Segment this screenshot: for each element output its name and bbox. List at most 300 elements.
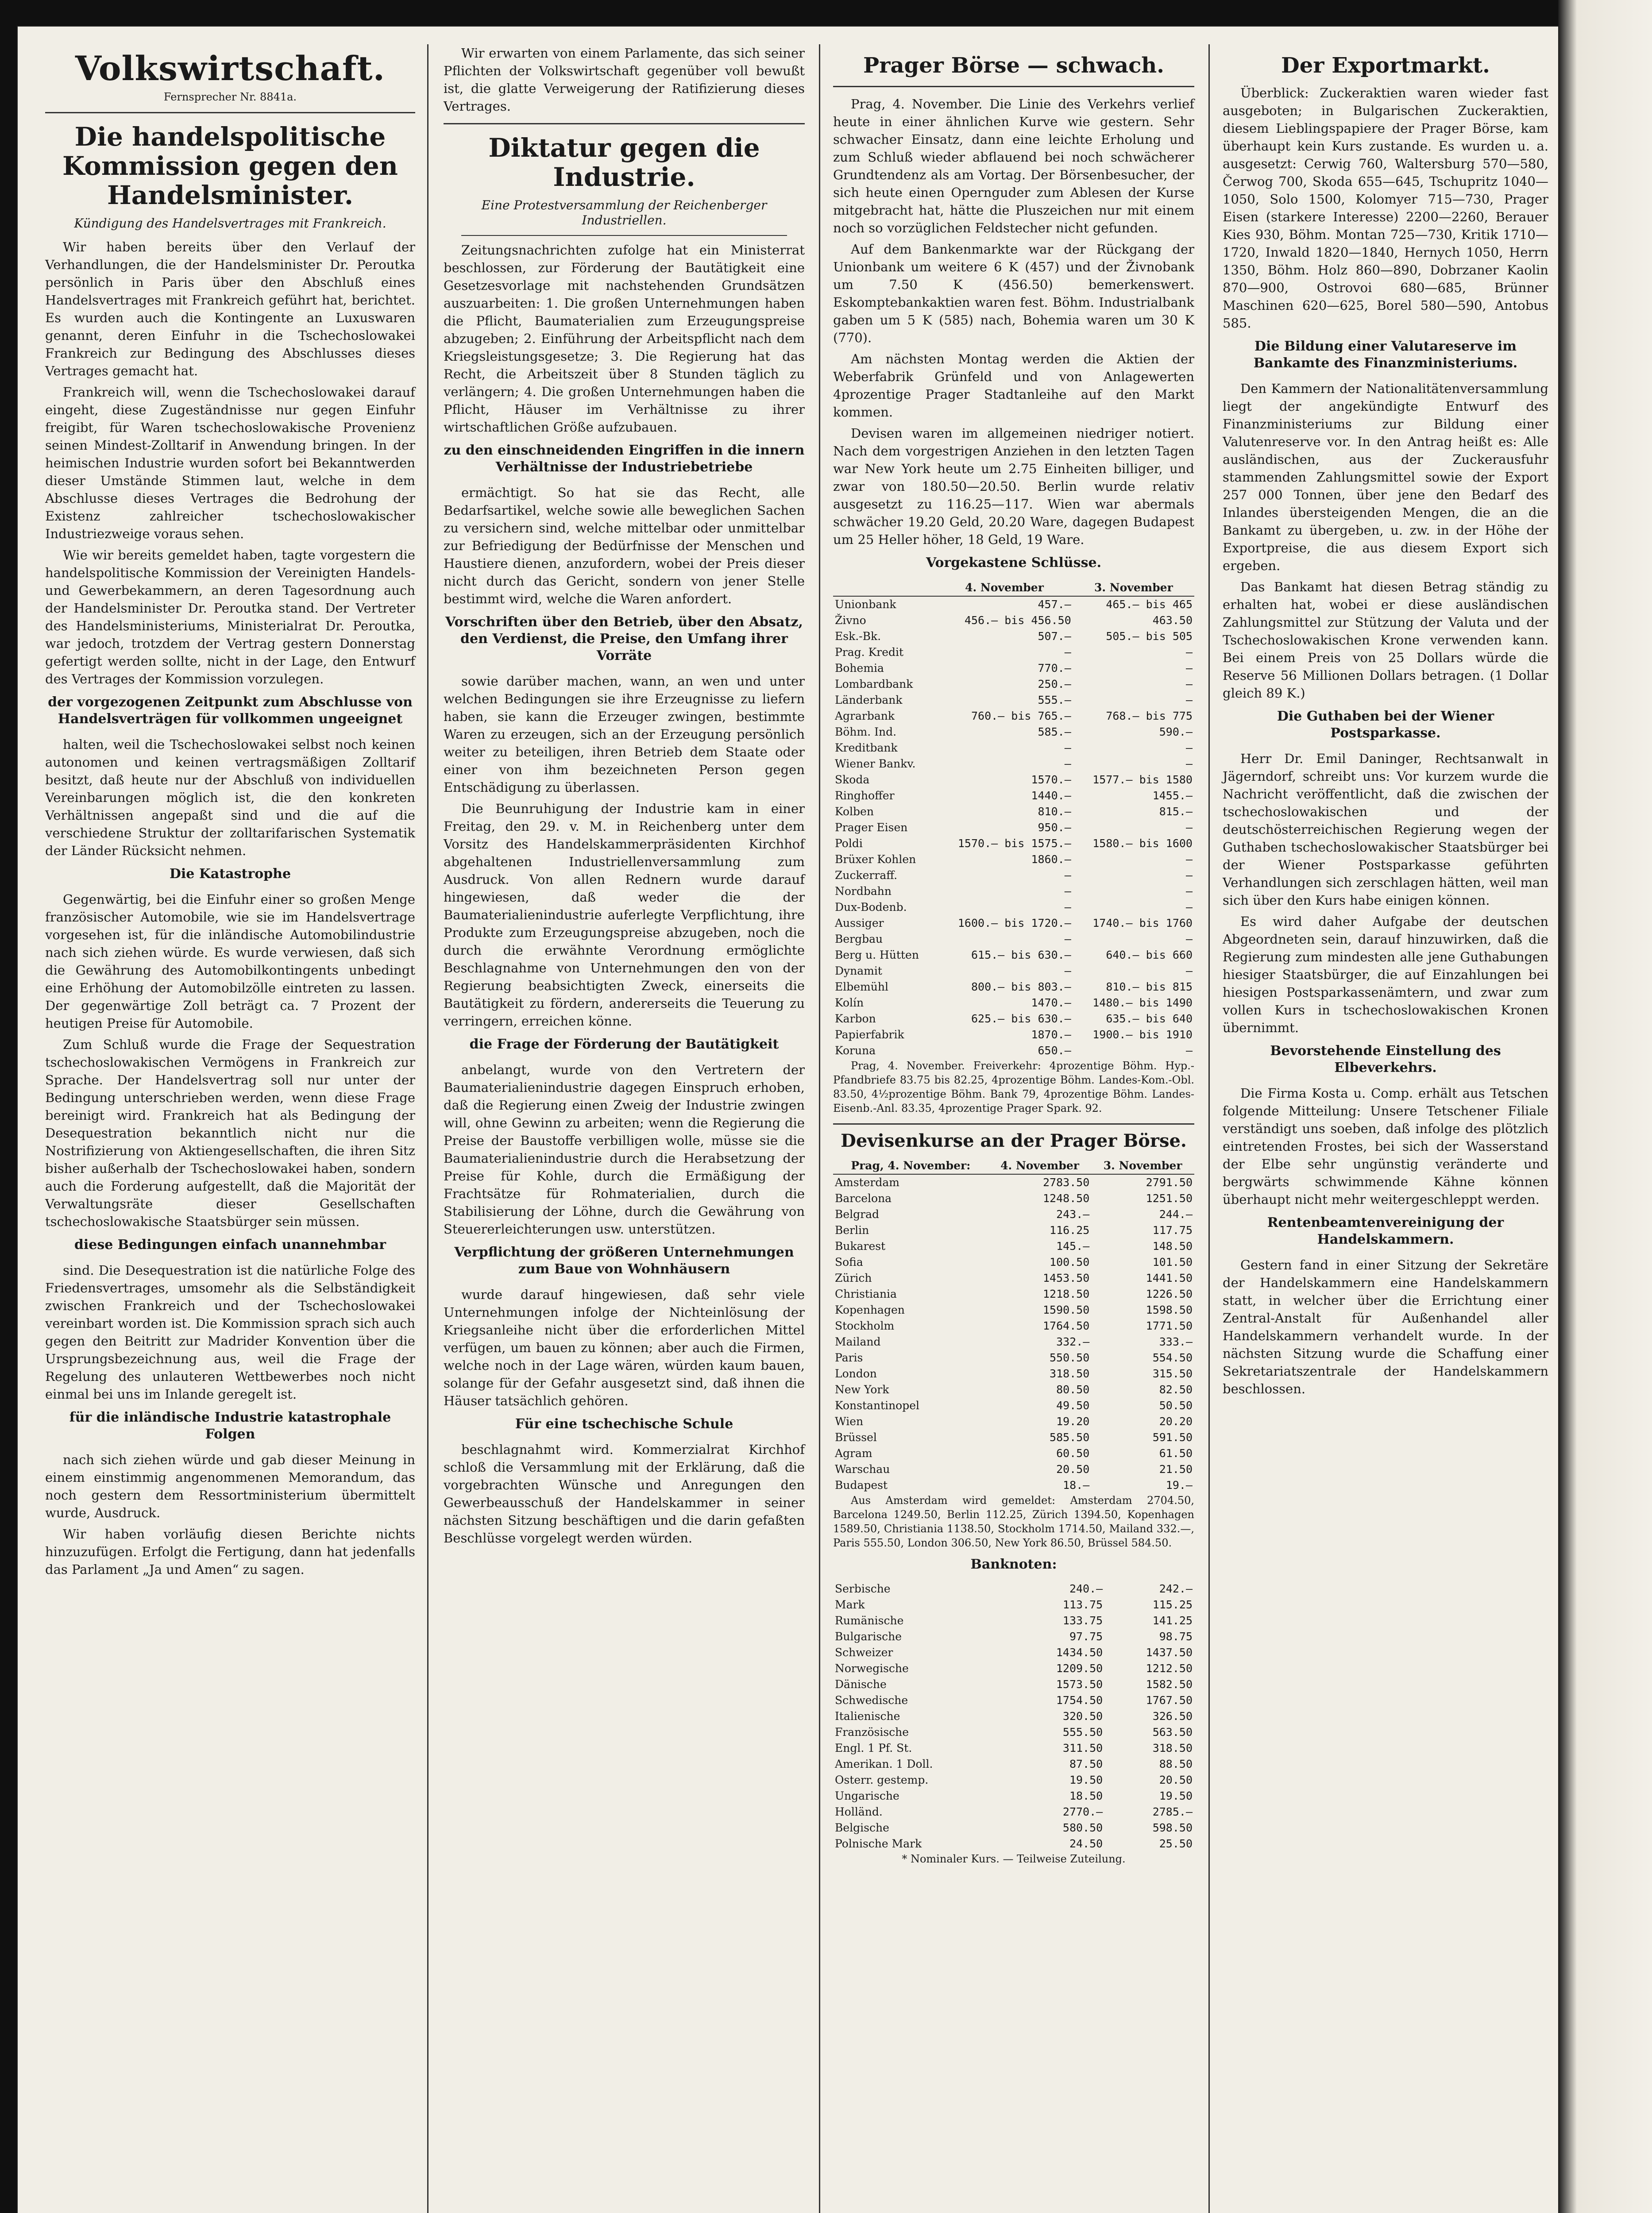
- row-value: 550.50: [1050, 1351, 1090, 1364]
- table-row: [833, 1238, 1194, 1254]
- article-kicker: Kündigung des Handelsvertrages mit Frankreich.: [74, 216, 386, 231]
- row-label: Polnische Mark: [835, 1837, 922, 1850]
- divider: [45, 112, 415, 113]
- row-value: 591.50: [1152, 1431, 1193, 1444]
- table-row: [833, 1270, 1194, 1286]
- table-row: [833, 1446, 1194, 1461]
- table-row: [833, 1661, 1194, 1677]
- row-value: 19.20: [1056, 1415, 1090, 1428]
- row-value: 25.50: [1159, 1837, 1193, 1850]
- scan-edge: [1558, 0, 1652, 2213]
- row-label: Lombardbank: [835, 678, 913, 690]
- subheading: der vorgezogenen Zeitpunkt zum Abschlusse von Handelsverträgen für vollkommen ungeeignet: [48, 694, 413, 727]
- row-label: Berg u. Hütten: [835, 948, 919, 961]
- row-value: 563.50: [1152, 1726, 1193, 1739]
- row-value: 1209.50: [1056, 1662, 1103, 1675]
- paragraph: Wir haben bereits über den Verlauf der Verhandlungen, die der Handelsminister Dr. Peroutka persönlich in Paris über den Abschluß eines Handelsvertrages mit Frankreich geführt hat, berichtet. Es wurden auch die Kontingente an Luxuswaren genannt, deren Einfuhr in die Tschechoslowakei Frankreich zur Bedingung des Abschlusses dieses Vertrages gemacht hat.: [45, 239, 415, 378]
- column-rule: [1208, 44, 1210, 2213]
- table-row: [833, 1011, 1194, 1027]
- row-value: 1455.—: [1152, 789, 1193, 802]
- row-value: 598.50: [1152, 1821, 1193, 1834]
- article-headline: Prager Börse — schwach.: [863, 53, 1164, 78]
- table-header: 4. November: [936, 579, 1073, 596]
- row-value: —: [1185, 821, 1193, 834]
- table-row: [833, 899, 1194, 915]
- table-row: [833, 867, 1194, 883]
- table-row: [833, 1366, 1194, 1382]
- row-value: 2783.50: [1042, 1176, 1090, 1189]
- table-row: [833, 1286, 1194, 1302]
- column-4: [1213, 44, 1558, 2213]
- table-row: [833, 1836, 1194, 1852]
- row-label: Poldi: [835, 837, 863, 850]
- table-row: [833, 1350, 1194, 1366]
- row-value: 18.50: [1069, 1789, 1103, 1802]
- row-value: 20.50: [1159, 1773, 1193, 1786]
- row-value: 82.50: [1159, 1383, 1193, 1396]
- subheading: die Frage der Förderung der Bautätigkeit: [469, 1037, 779, 1052]
- row-value: 640.— bis 660: [1106, 948, 1193, 961]
- row-value: 326.50: [1152, 1710, 1193, 1723]
- row-label: Wiener Bankv.: [835, 757, 916, 770]
- table-row: [833, 692, 1194, 708]
- row-value: —: [1185, 869, 1193, 882]
- row-value: 18.—: [1063, 1479, 1090, 1492]
- row-value: 2791.50: [1146, 1176, 1193, 1189]
- paragraph: sowie darüber machen, wann, an wen und unter welchen Bedingungen sie ihre Erzeugnisse zu liefern haben, sie kann die Erzeuger zwingen, bestimmte Waren zu erzeugen, sich an der Erzeugung persönlich weiter zu beteiligen, ihren Betrieb dem Staate oder einer von ihm bezeichneten Person gegen Entschädigung zu überlassen.: [444, 674, 805, 795]
- table-row: [833, 1318, 1194, 1334]
- row-value: 1248.50: [1042, 1192, 1090, 1205]
- row-value: 1453.50: [1042, 1272, 1090, 1284]
- row-value: 1764.50: [1042, 1319, 1090, 1332]
- table-row: [833, 1222, 1194, 1238]
- row-value: 1767.50: [1146, 1694, 1193, 1707]
- table-title: Banknoten:: [970, 1557, 1057, 1572]
- row-value: 1570.— bis 1575.—: [957, 837, 1071, 850]
- row-label: Dänische: [835, 1678, 887, 1691]
- row-value: 49.50: [1056, 1399, 1090, 1412]
- paragraph: anbelangt, wurde von den Vertretern der Baumaterialienindustrie dagegen Einspruch erhoben, daß die Regierung einen Zweig der Industrie zwingen will, ohne Gewinn zu arbeiten; wenn die Regierung die Preise der Baustoffe verbilligen wolle, müsse sie die Baumaterialienindustrie durch die Herabsetzung der Preise für Kohle, durch die Ermäßigung der Frachtsätze für Rohmaterialien, durch die Stabilisierung der Löhne, durch die Gewährung von Steuererleichterungen usw. unterstützen.: [444, 1062, 805, 1237]
- row-label: Italienische: [835, 1710, 900, 1723]
- row-label: Stockholm: [835, 1319, 895, 1332]
- table-row: [833, 1629, 1194, 1645]
- row-label: Schwedische: [835, 1694, 908, 1707]
- row-value: 1754.50: [1056, 1694, 1103, 1707]
- row-label: Wien: [835, 1415, 864, 1428]
- row-value: 555.—: [1038, 694, 1071, 706]
- row-label: Paris: [835, 1351, 863, 1364]
- row-value: 815.—: [1159, 805, 1193, 818]
- row-value: 2785.—: [1152, 1805, 1193, 1818]
- row-value: —: [1185, 646, 1193, 659]
- row-value: —: [1064, 646, 1071, 659]
- table-row: [833, 883, 1194, 899]
- article-headline: Der Exportmarkt.: [1281, 53, 1490, 78]
- table-row: [833, 1382, 1194, 1398]
- row-value: 1434.50: [1056, 1646, 1103, 1659]
- row-value: 116.25: [1050, 1224, 1090, 1237]
- table-header: Prag, 4. November:: [833, 1157, 988, 1174]
- row-label: Christiania: [835, 1288, 897, 1300]
- subheading: diese Bedingungen einfach unannehmbar: [74, 1237, 386, 1253]
- table-row: [833, 820, 1194, 836]
- table-row: [833, 1477, 1194, 1493]
- paragraph: Wir erwarten von einem Parlamente, das sich seiner Pflichten der Volkswirtschaft gegenüber voll bewußt ist, die glatte Verweigerung der Ratifizierung dieses Vertrages.: [444, 46, 805, 114]
- row-value: 1251.50: [1146, 1192, 1193, 1205]
- table-header: 3. November: [1073, 579, 1194, 596]
- subheading: Die Guthaben bei der Wiener Postsparkasse.: [1277, 709, 1494, 741]
- row-value: 585.—: [1038, 725, 1071, 738]
- table-row: [833, 708, 1194, 724]
- section-masthead: Volkswirtschaft.: [75, 49, 386, 88]
- row-label: Böhm. Ind.: [835, 725, 897, 738]
- paragraph: Herr Dr. Emil Daninger, Rechtsanwalt in Jägerndorf, schreibt uns: Vor kurzem wurde die Nachricht veröffentlicht, daß die zwischen der tschechoslowakischen und der deutschösterreichischen Regierung wegen der Guthaben tschechoslowakischer Staatsbürger bei der Wiener Postsparkasse geführten Verhandlungen sich zerschlagen hätten, weil man sich über den Kurs habe einigen können.: [1223, 751, 1548, 908]
- paragraph: Überblick: Zuckeraktien waren wieder fast ausgeboten; in Bulgarischen Zuckeraktien, diesem Lieblingspapiere der Prager Börse, kam überhaupt kein Kurs zustande. Es wurden u. a. ausgesetzt: Cerwig 760, Waltersburg 570—580, Čerwog 700, Skoda 655—645, Tschupritz 1040—1050, Solo 1500, Kolomyer 715—730, Prager Eisen (starkere Interesse) 2200—2260, Berauer Kies 930, Böhm. Montan 725—730, Kritik 1710—1720, Inwald 1820—1840, Hernych 1050, Herrn 1350, Böhm. Holz 860—890, Dobrzaner Kaolin 870—900, Ostrovoi 680—685, Brünner Maschinen 620—625, Borel 580—590, Antobus 585.: [1223, 85, 1548, 331]
- row-value: 555.50: [1062, 1726, 1103, 1739]
- row-value: 20.50: [1056, 1463, 1090, 1476]
- row-label: Amerikan. 1 Doll.: [835, 1758, 933, 1770]
- row-value: 61.50: [1159, 1447, 1193, 1460]
- row-label: Koruna: [835, 1044, 876, 1057]
- table-row: [833, 660, 1194, 676]
- row-value: 507.—: [1038, 630, 1071, 643]
- row-value: 457.—: [1038, 598, 1071, 611]
- row-label: Mailand: [835, 1335, 881, 1348]
- table-row: [833, 852, 1194, 867]
- column-3: [823, 44, 1204, 2213]
- row-value: 1226.50: [1146, 1288, 1193, 1300]
- row-value: 318.50: [1152, 1742, 1193, 1754]
- row-value: —: [1185, 757, 1193, 770]
- row-value: —: [1185, 662, 1193, 675]
- row-label: Unionbank: [835, 598, 896, 611]
- row-value: 311.50: [1062, 1742, 1103, 1754]
- subheading: Rentenbeamtenvereinigung der Handelskammern.: [1267, 1215, 1504, 1247]
- row-value: 19.—: [1166, 1479, 1193, 1492]
- table-row: [833, 1724, 1194, 1740]
- table-row: [833, 1334, 1194, 1350]
- paragraph: sind. Die Desequestration ist die natürliche Folge des Friedensvertrages, umsomehr als die Selbständigkeit zwischen Frankreich und der Tschechoslowakei vereinbart worden ist. Die Kommission sprach sich auch gegen den Beitritt zur Madrider Konvention über die Ursprungsbezeichnung aus, weil die Frage der Regelung des unlauteren Wettbewerbes noch nicht einmal bei uns im Inlande geregelt ist.: [45, 1263, 415, 1402]
- row-value: 88.50: [1159, 1758, 1193, 1770]
- table-title: Devisenkurse an der Prager Börse.: [841, 1130, 1187, 1151]
- newspaper-page: [18, 27, 1558, 2213]
- article-headline: Diktatur gegen die Industrie.: [488, 133, 760, 192]
- table-row: [833, 1804, 1194, 1820]
- row-label: Osterr. gestemp.: [835, 1773, 929, 1786]
- row-label: Holländ.: [835, 1805, 883, 1818]
- row-value: 505.— bis 505: [1106, 630, 1193, 643]
- row-value: 1212.50: [1146, 1662, 1193, 1675]
- row-value: —: [1185, 678, 1193, 690]
- paragraph: Den Kammern der Nationalitätenversammlung liegt der angekündigte Entwurf des Finanzministeriums zur Bildung einer Valutenreserve vor. In den Antrag heißt es: Alle ausländischen, aus der Zuckerausfuhr stammenden Zahlungsmittel sowie der Export 257 000 Tonnen, über jene den Bedarf des Inlandes übersteigenden Mengen, die an die Bankamt zu übergeben, u. zw. in der Höhe der Exportpreise, die aus diesem Export sich ergeben.: [1223, 381, 1548, 573]
- row-label: Kopenhagen: [835, 1303, 905, 1316]
- row-value: 1577.— bis 1580: [1092, 773, 1193, 786]
- table-row: [833, 836, 1194, 852]
- row-value: 554.50: [1152, 1351, 1193, 1364]
- row-label: Brüssel: [835, 1431, 877, 1444]
- row-value: 580.50: [1062, 1821, 1103, 1834]
- row-value: —: [1185, 741, 1193, 754]
- paragraph: Die Beunruhigung der Industrie kam in einer Freitag, den 29. v. M. in Reichenberg unter dem Vorsitz des Handelskammerpräsidenten Kirchhof abgehaltenen Industriellenversammlung zum Ausdruck. Von allen Rednern wurde darauf hingewiesen, daß weder die der Baumaterialienindustrie auferlegte Verpflichtung, ihre Produkte zum Erzeugungspreise abzugeben, noch die durch die erwähnte Verordnung ermöglichte Beschlagnahme von Unternehmungen den von der Regierung beabsichtigten Zweck, einerseits die Bautätigkeit zu fördern, andererseits die Teuerung zu verringern, erreichen könne.: [444, 801, 805, 1029]
- row-value: 60.50: [1056, 1447, 1090, 1460]
- row-value: 1771.50: [1146, 1319, 1193, 1332]
- table-row: [833, 1398, 1194, 1414]
- row-value: 463.50: [1152, 614, 1193, 627]
- table-row: [833, 931, 1194, 947]
- row-value: 332.—: [1056, 1335, 1090, 1348]
- row-value: 240.—: [1069, 1582, 1103, 1595]
- row-value: 145.—: [1056, 1240, 1090, 1253]
- subheading: Für eine tschechische Schule: [515, 1416, 733, 1432]
- table-row: [833, 1597, 1194, 1613]
- table-row: [833, 644, 1194, 660]
- row-label: Französische: [835, 1726, 909, 1739]
- row-label: Brüxer Kohlen: [835, 853, 916, 866]
- row-value: 242.—: [1159, 1582, 1193, 1595]
- row-value: 20.20: [1159, 1415, 1193, 1428]
- row-label: Živno: [835, 614, 866, 627]
- paragraph: Wir haben vorläufig diesen Berichte nichts hinzuzufügen. Erfolgt die Fertigung, dann hat jedenfalls das Parlament „Ja und Amen“ zu sagen.: [45, 1527, 415, 1577]
- row-value: 100.50: [1050, 1256, 1090, 1268]
- row-value: 635.— bis 640: [1106, 1012, 1193, 1025]
- subheading: Verpflichtung der größeren Unternehmungen zum Baue von Wohnhäusern: [454, 1245, 794, 1277]
- divider: [444, 123, 805, 124]
- table-row: [833, 1645, 1194, 1661]
- table-row: [833, 1430, 1194, 1446]
- table-header: 3. November: [1091, 1157, 1194, 1174]
- row-label: Agrarbank: [835, 709, 895, 722]
- row-value: —: [1185, 964, 1193, 977]
- row-value: —: [1064, 869, 1071, 882]
- row-value: 101.50: [1152, 1256, 1193, 1268]
- row-value: 243.—: [1056, 1208, 1090, 1221]
- row-label: Serbische: [835, 1582, 891, 1595]
- table-row: [833, 915, 1194, 931]
- row-label: Bohemia: [835, 662, 884, 675]
- table-row: [833, 613, 1194, 628]
- row-label: Sofia: [835, 1256, 863, 1268]
- row-value: 590.—: [1159, 725, 1193, 738]
- row-value: 650.—: [1038, 1044, 1071, 1057]
- row-value: —: [1064, 964, 1071, 977]
- row-value: 24.50: [1069, 1837, 1103, 1850]
- row-value: —: [1064, 933, 1071, 945]
- row-label: Belgische: [835, 1821, 889, 1834]
- row-label: Aussiger: [835, 917, 884, 929]
- row-value: 315.50: [1152, 1367, 1193, 1380]
- table-row: [833, 1191, 1194, 1207]
- table-row: [833, 596, 1194, 613]
- row-value: 1860.—: [1031, 853, 1071, 866]
- row-value: 1437.50: [1146, 1646, 1193, 1659]
- row-value: 19.50: [1069, 1773, 1103, 1786]
- row-label: Bulgarische: [835, 1630, 902, 1643]
- row-value: —: [1185, 853, 1193, 866]
- table-row: [833, 963, 1194, 979]
- table-row: [833, 756, 1194, 772]
- table-row: [833, 1027, 1194, 1043]
- row-value: 148.50: [1152, 1240, 1193, 1253]
- paragraph: ermächtigt. So hat sie das Recht, alle Bedarfsartikel, welche sowie alle beweglichen Sachen zu versichern sind, welche mittelbar oder unmittelbar zur Befriedigung der Bedürfnisse der Menschen und Haustiere dienen, anzufordern, wobei der Preis dieser nicht durch das Gericht, sondern von jener Stelle bestimmt wird, welche die Waren anfordert.: [444, 485, 805, 606]
- table-row: [833, 1820, 1194, 1836]
- row-label: Zürich: [835, 1272, 872, 1284]
- row-value: 50.50: [1159, 1399, 1193, 1412]
- row-value: 1440.—: [1031, 789, 1071, 802]
- row-value: 113.75: [1062, 1598, 1103, 1611]
- row-label: Prager Eisen: [835, 821, 908, 834]
- subheading: für die inländische Industrie katastrophale Folgen: [69, 1410, 391, 1442]
- subheading: Bevorstehende Einstellung des Elbeverkehrs.: [1270, 1043, 1501, 1076]
- table-header: 4. November: [988, 1157, 1092, 1174]
- column-2: [434, 44, 814, 2213]
- paragraph: Gegenwärtig, bei die Einfuhr einer so großen Menge französischer Automobile, wie sie im Handelsvertrage vorgesehen ist, für die inländische Automobilindustrie nach sich ziehen würde. Es wurde verwiesen, daß sich die Gewährung des Automobilkontingents unbedingt eine Erhöhung der Automobilzölle eintreten zu lassen. Der gegenwärtige Zoll beträgt ca. 7 Prozent der heutigen Preise für Automobile.: [45, 892, 415, 1031]
- row-label: Amsterdam: [835, 1176, 899, 1189]
- currency-rates-table: [833, 1157, 1194, 1493]
- table-row: [833, 1174, 1194, 1191]
- row-value: 1218.50: [1042, 1288, 1090, 1300]
- subheading: Die Bildung einer Valutareserve im Bankamte des Finanzministeriums.: [1253, 339, 1518, 371]
- row-label: Elbemühl: [835, 980, 888, 993]
- row-value: 1590.50: [1042, 1303, 1090, 1316]
- row-value: 141.25: [1152, 1614, 1193, 1627]
- row-value: 133.75: [1062, 1614, 1103, 1627]
- table-header: [833, 579, 936, 596]
- row-label: Konstantinopel: [835, 1399, 920, 1412]
- table-row: [833, 1756, 1194, 1772]
- table-row: [833, 1740, 1194, 1756]
- row-value: 1570.—: [1031, 773, 1071, 786]
- table-row: [833, 772, 1194, 788]
- row-value: 1900.— bis 1910: [1092, 1028, 1193, 1041]
- row-label: Warschau: [835, 1463, 890, 1476]
- table-row: [833, 804, 1194, 820]
- divider: [461, 235, 787, 236]
- paragraph: Prag, 4. November. Die Linie des Verkehrs verlief heute in einer ähnlichen Kurve wie gestern. Sehr schwacher Einsatz, dann eine leichte Erholung und zum Schluß wieder abflauend bei noch schwächerer Grundtendenz als am Vortag. Der Börsenbesucher, der sich heute einen Opernguder zum Ablesen der Kurse mitgebracht hat, hätte die Pluszeichen nur mit einem noch so vorzüglichen Feldstecher nicht gefunden.: [833, 96, 1194, 235]
- table-row: [833, 1581, 1194, 1597]
- row-label: Esk.-Bk.: [835, 630, 881, 643]
- row-value: 80.50: [1056, 1383, 1090, 1396]
- paragraph: beschlagnahmt wird. Kommerzialrat Kirchhof schloß die Versammlung mit der Erklärung, daß die vorgebrachten Wünsche und Anregungen den Gewerbeausschuß der Handelskammer in seiner nächsten Sitzung beschäftigen und die darin gefaßten Beschlüsse vorgelegt werden würden.: [444, 1442, 805, 1546]
- row-value: 1580.— bis 1600: [1092, 837, 1193, 850]
- row-value: 1441.50: [1146, 1272, 1193, 1284]
- row-value: 1582.50: [1146, 1678, 1193, 1691]
- row-value: 1470.—: [1031, 996, 1071, 1009]
- row-label: Engl. 1 Pf. St.: [835, 1742, 912, 1754]
- row-label: Kolín: [835, 996, 864, 1009]
- row-label: Dynamit: [835, 964, 882, 977]
- subheading: Vorschriften über den Betrieb, über den Absatz, den Verdienst, die Preise, den Umfang ihrer Vorräte: [445, 614, 803, 663]
- row-value: 1870.—: [1031, 1028, 1071, 1041]
- row-label: Belgrad: [835, 1208, 880, 1221]
- table-row: [833, 1254, 1194, 1270]
- table-row: [833, 1043, 1194, 1059]
- masthead-sub: Fernsprecher Nr. 8841a.: [163, 91, 297, 103]
- paragraph: Auf dem Bankenmarkte war der Rückgang der Unionbank um weitere 6 K (457) und der Živnobank um 7.50 K (456.50) bemerkenswert. Eskomptebankaktien waren fest. Böhm. Industrialbank gaben um 5 K (585) nach, Bohemia waren um 30 K (770).: [833, 242, 1194, 345]
- row-value: 465.— bis 465: [1106, 598, 1193, 611]
- row-label: Ringhoffer: [835, 789, 895, 802]
- row-label: Papierfabrik: [835, 1028, 904, 1041]
- row-value: 800.— bis 803.—: [971, 980, 1071, 993]
- column-1: [35, 44, 425, 2213]
- row-value: 250.—: [1038, 678, 1071, 690]
- row-label: Länderbank: [835, 694, 903, 706]
- row-value: 98.75: [1159, 1630, 1193, 1643]
- row-value: 1600.— bis 1720.—: [957, 917, 1071, 929]
- row-value: 1740.— bis 1760: [1092, 917, 1193, 929]
- table-row: [833, 1414, 1194, 1430]
- row-label: Karbon: [835, 1012, 876, 1025]
- row-value: 585.50: [1050, 1431, 1090, 1444]
- row-label: Norwegische: [835, 1662, 909, 1675]
- row-value: 115.25: [1152, 1598, 1193, 1611]
- row-value: —: [1064, 901, 1071, 914]
- row-label: Ungarische: [835, 1789, 899, 1802]
- paragraph: Aus Amsterdam wird gemeldet: Amsterdam 2704.50, Barcelona 1249.50, Berlin 112.25, Zürich 1394.50, Kopenhagen 1589.50, Christiania 1138.50, Stockholm 1714.50, Mailand 332.—, Paris 555.50, London 306.50, New York 86.50, Brüssel 584.50.: [833, 1494, 1194, 1549]
- paragraph: halten, weil die Tschechoslowakei selbst noch keinen autonomen und keinen vertragsmäßigen Zolltarif besitzt, daß heute nur der Abschluß von individuellen Vereinbarungen möglich ist, die den konkreten Verhältnissen angepaßt sind und die auf die verschiedene Struktur der zolltarifarischen Systematik der Länder Rücksicht nehmen.: [45, 737, 415, 858]
- row-value: 456.— bis 456.50: [964, 614, 1071, 627]
- closing-prices-table: [833, 579, 1194, 1059]
- table-row: [833, 676, 1194, 692]
- paragraph: Es wird daher Aufgabe der deutschen Abgeordneten sein, darauf hinzuwirken, daß die Regierung zum mindesten alle jene Guthabungen hiesiger Staatsbürger, die auf Einzahlungen bei hiesigen Postsparkassenämtern, und zwar zum vollen Kurs in tschechoslowakischen Kronen übernimmt.: [1223, 914, 1548, 1035]
- paragraph: Zum Schluß wurde die Frage der Sequestration tschechoslowakischen Vermögens in Frankreich zur Sprache. Der Handelsvertrag soll nur unter der Bedingung unterschrieben werden, wenn diese Frage bereinigt wird. Frankreich hat als Bedingung der Desequestration bekanntlich nicht nur die Nostrifizierung von Aktiengesellschaften, die ihren Sitz bisher außerhalb der Tschechoslowakei haben, sondern auch die Forderung aufgestellt, daß die Majorität der Verwaltungsräte dieser Gesellschaften tschechoslowakische Staatsbürger sein müssen.: [45, 1037, 415, 1229]
- row-value: —: [1064, 741, 1071, 754]
- paragraph: Wie wir bereits gemeldet haben, tagte vorgestern die handelspolitische Kommission der Vereinigten Handels- und Gewerbekammern, an deren Tagesordnung auch der Handelsminister Dr. Peroutka stand. Der Vertreter des Handelsministeriums, Ministerialrat Dr. Peroutka, war jedoch, trotzdem der Vertrag gestern Donnerstag gefertigt werden sollte, nicht in der Lage, den Entwurf des Vertrages der Kommission vorzulegen.: [45, 547, 415, 686]
- row-label: Kreditbank: [835, 741, 898, 754]
- paragraph: Prag, 4. November. Freiverkehr: 4prozentige Böhm. Hyp.-Pfandbriefe 83.75 bis 82.25, 4prozentige Böhm. Landes-Kom.-Obl. 83.50, 4½prozentige Böhm. Bank 79, 4prozentige Böhm. Landes-Eisenb.-Anl. 83.35, 4prozentige Prager Spark. 92.: [833, 1060, 1194, 1114]
- row-value: 320.50: [1062, 1710, 1103, 1723]
- row-label: Dux-Bodenb.: [835, 901, 907, 914]
- table-row: [833, 1693, 1194, 1708]
- row-value: 615.— bis 630.—: [971, 948, 1071, 961]
- row-label: Agram: [835, 1447, 872, 1460]
- row-label: Nordbahn: [835, 885, 892, 898]
- paragraph: Am nächsten Montag werden die Aktien der Weberfabrik Grünfeld und von Anlagewerten 4prozentige Prager Stadtanleihe auf den Markt kommen.: [833, 351, 1194, 420]
- table-row: [833, 947, 1194, 963]
- row-value: 2770.—: [1062, 1805, 1103, 1818]
- row-value: 1573.50: [1056, 1678, 1103, 1691]
- row-label: Barcelona: [835, 1192, 892, 1205]
- row-label: Kolben: [835, 805, 874, 818]
- row-label: Mark: [835, 1598, 865, 1611]
- row-label: Schweizer: [835, 1646, 893, 1659]
- subheading: Die Katastrophe: [169, 866, 291, 882]
- row-value: —: [1185, 1044, 1193, 1057]
- table-title: Vorgekastene Schlüsse.: [926, 555, 1102, 571]
- table-row: [833, 995, 1194, 1011]
- table-row: [833, 1708, 1194, 1724]
- table-row: [833, 1302, 1194, 1318]
- row-label: Bergbau: [835, 933, 883, 945]
- row-value: —: [1064, 885, 1071, 898]
- row-value: 760.— bis 765.—: [971, 709, 1071, 722]
- table-row: [833, 1613, 1194, 1629]
- table-row: [833, 1788, 1194, 1804]
- row-value: —: [1064, 757, 1071, 770]
- row-label: Bukarest: [835, 1240, 886, 1253]
- row-value: 950.—: [1038, 821, 1071, 834]
- row-value: 333.—: [1159, 1335, 1193, 1348]
- paragraph: Frankreich will, wenn die Tschechoslowakei darauf eingeht, diese Zugeständnisse nur gegen Einfuhr freigibt, für Waren tschechoslowakische Provenienz seinen Mindest-Zolltarif in Anwendung bringen. In der heimischen Industrie wurden sofort bei Bekanntwerden dieser Umstände Stimmen laut, welche in dem Abschlusse dieses Vertrages die Bedrohung der Existenz zahlreicher tschechoslowakischer Industriezweige voraus sehen.: [45, 385, 415, 541]
- row-value: —: [1185, 901, 1193, 914]
- row-label: Berlin: [835, 1224, 869, 1237]
- table-row: [833, 1207, 1194, 1222]
- row-value: 768.— bis 775: [1106, 709, 1193, 722]
- table-row: [833, 1461, 1194, 1477]
- table-footnote: * Nominaler Kurs. — Teilweise Zuteilung.: [902, 1853, 1126, 1865]
- row-label: Rumänische: [835, 1614, 904, 1627]
- row-value: 21.50: [1159, 1463, 1193, 1476]
- row-label: New York: [835, 1383, 889, 1396]
